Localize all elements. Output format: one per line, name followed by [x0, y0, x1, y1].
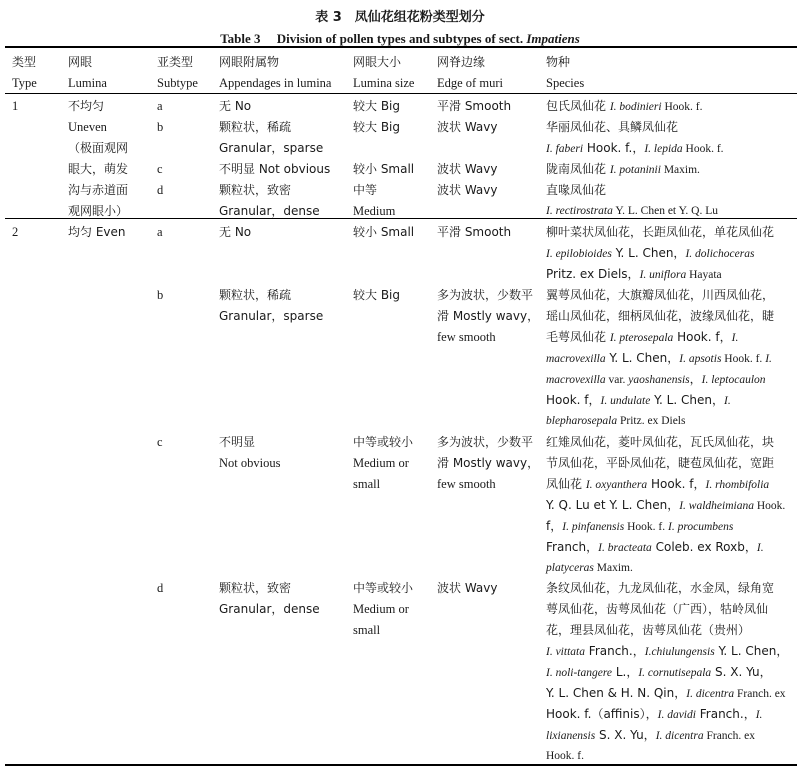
species-text: 翼萼凤仙花，大旗瓣凤仙花，川西凤仙花， — [546, 288, 775, 302]
species-line — [546, 578, 796, 599]
species-line — [546, 704, 796, 725]
species-line — [546, 201, 796, 222]
species-line — [546, 641, 796, 662]
appendages-cell: Granular，sparse — [219, 309, 324, 323]
species-text: Hook. f， — [673, 330, 732, 344]
lumina-size-cell: small — [353, 623, 381, 637]
subtype-label: a — [157, 99, 163, 113]
species-text: Y. Q. Lu et Y. L. Chen， — [546, 498, 680, 512]
species-latin-name: I.chiulungensis — [644, 646, 715, 658]
species-text: 包氏凤仙花 — [546, 99, 610, 113]
muri-edge-cell: 波状 Wavy — [437, 581, 498, 595]
muri-edge-cell: 波状 Wavy — [437, 162, 498, 176]
type1-lumina: （极面观网 — [68, 141, 129, 155]
species-text: Y. L. Chen & H. N. Qin， — [546, 686, 687, 700]
species-latin-name: blepharosepala — [546, 415, 618, 427]
species-latin-name: I. dolichoceras — [685, 248, 755, 260]
species-latin-name: I. cornutisepala — [638, 667, 712, 679]
subtype-label: b — [157, 288, 164, 302]
species-text: Y. L. Chen， — [605, 351, 680, 365]
species-text: Hook. f. — [661, 101, 703, 113]
species-line — [546, 138, 796, 159]
species-latin-name: I. lepida — [644, 143, 683, 155]
species-text: 红雉凤仙花，菱叶凤仙花，瓦氏凤仙花，块 — [546, 435, 775, 449]
header-species-cn: 物种 — [546, 55, 571, 69]
species-line — [546, 599, 796, 620]
header-muri-cn: 网脊边缘 — [437, 55, 486, 69]
species-latin-name: I. procumbens — [667, 521, 734, 533]
species-line — [546, 432, 796, 453]
muri-edge-cell: 平滑 Smooth — [437, 225, 512, 239]
species-text: 柳叶菜状凤仙花，长距凤仙花，单花凤仙花 — [546, 225, 775, 239]
species-line — [546, 725, 796, 746]
muri-edge-cell: few smooth — [437, 477, 496, 491]
header-size-cn: 网眼大小 — [353, 55, 402, 69]
species-text: Pritz. ex Diels — [617, 415, 686, 427]
species-latin-name: I. oxyanthera — [585, 479, 648, 491]
species-latin-name: I. leptocaulon — [701, 374, 766, 386]
species-text: Maxim. — [660, 164, 700, 176]
species-line — [546, 327, 796, 348]
species-latin-name: I. dicentra — [655, 730, 704, 742]
species-latin-name: I. — [723, 395, 731, 407]
species-text: Franch.， — [584, 644, 645, 658]
species-text: 直喙凤仙花 — [546, 183, 607, 197]
species-line — [546, 411, 796, 432]
species-latin-name: I. — [755, 709, 763, 721]
species-latin-name: I. undulate — [600, 395, 651, 407]
header-type-cn: 类型 — [12, 55, 37, 69]
species-line — [546, 746, 796, 767]
muri-edge-cell: 平滑 Smooth — [437, 99, 512, 113]
species-latin-name: I. waldheimiana — [679, 500, 754, 512]
species-line — [546, 117, 796, 138]
type1-lumina: 沟与赤道面 — [68, 183, 129, 197]
species-text: Maxim. — [593, 562, 633, 574]
lumina-size-cell: Medium — [353, 204, 396, 218]
header-species-en: Species — [546, 76, 585, 90]
species-line — [546, 683, 796, 704]
species-latin-name: I. pterosepala — [609, 332, 674, 344]
lumina-size-cell: 较小 Small — [353, 162, 415, 176]
species-text: Franch. ex — [703, 730, 756, 742]
species-latin-name: I. bracteata — [598, 542, 652, 554]
appendages-cell: 颗粒状，致密 — [219, 183, 292, 197]
species-text: Coleb. ex Roxb， — [651, 540, 757, 554]
species-text: 陇南凤仙花 — [546, 162, 610, 176]
header-type-en: Type — [12, 76, 37, 90]
species-latin-name: macrovexilla — [546, 353, 606, 365]
header-muri-en: Edge of muri — [437, 76, 503, 90]
species-line — [546, 537, 796, 558]
species-text: Franch， — [546, 540, 599, 554]
lumina-size-cell: 较大 Big — [353, 120, 400, 134]
species-latin-name: I. uniflora — [639, 269, 687, 281]
species-latin-name: lixianensis — [546, 730, 596, 742]
species-text: 瑶山凤仙花，细柄凤仙花，波缘凤仙花，睫 — [546, 309, 775, 323]
lumina-size-cell: small — [353, 477, 381, 491]
appendages-cell: Granular，dense — [219, 204, 320, 218]
species-latin-name: I. epilobioides — [546, 248, 612, 260]
subtype-label: d — [157, 183, 164, 197]
species-cell — [546, 285, 796, 432]
species-latin-name: I. bodinieri — [609, 101, 662, 113]
appendages-cell: 颗粒状，稀疏 — [219, 288, 292, 302]
header-lumina-cn: 网眼 — [68, 55, 93, 69]
species-line — [546, 96, 796, 117]
species-latin-name: I. dicentra — [686, 688, 735, 700]
table-title-en-prefix: Table 3 Division of pollen types and subtypes of sect. — [220, 31, 527, 46]
species-cell — [546, 222, 796, 285]
lumina-size-cell: 较小 Small — [353, 225, 415, 239]
header-subtype-en: Subtype — [157, 76, 198, 90]
muri-edge-cell: 多为波状，少数平 — [437, 435, 534, 449]
muri-edge-cell: 滑 Mostly wavy， — [437, 456, 540, 470]
species-latin-name: macrovexilla — [546, 374, 606, 386]
species-line — [546, 222, 796, 243]
species-latin-name: I. — [756, 542, 764, 554]
species-text: Hook. f. — [624, 521, 668, 533]
species-latin-name: I. pinfanensis — [562, 521, 625, 533]
species-text: Hook. f.， — [583, 141, 645, 155]
type1-lumina: 眼大，萌发 — [68, 162, 129, 176]
lumina-size-cell: Medium or — [353, 456, 409, 470]
species-cell — [546, 117, 796, 159]
species-line — [546, 474, 796, 495]
type2-lumina: 均匀 Even — [68, 225, 126, 239]
appendages-cell: 不明显 Not obvious — [219, 162, 331, 176]
top-rule — [5, 46, 797, 48]
appendages-cell: Not obvious — [219, 456, 281, 470]
muri-edge-cell: 波状 Wavy — [437, 120, 498, 134]
species-text: Hook. f. — [546, 750, 585, 762]
lumina-size-cell: 中等或较小 — [353, 581, 414, 595]
species-text: Y. L. Chen et Y. Q. Lu — [612, 205, 718, 217]
species-line — [546, 243, 796, 264]
species-text: 萼凤仙花，齿萼凤仙花（广西），牯岭凤仙 — [546, 602, 769, 616]
species-latin-name: I. apsotis — [679, 353, 722, 365]
species-text: 毛萼凤仙花 — [546, 330, 610, 344]
species-latin-name: I. davidi — [657, 709, 696, 721]
species-line — [546, 620, 796, 641]
muri-edge-cell: 波状 Wavy — [437, 183, 498, 197]
subtype-label: a — [157, 225, 163, 239]
species-latin-name: I. potaninii — [609, 164, 661, 176]
species-text: Hook. — [753, 500, 786, 512]
appendages-cell: 颗粒状，致密 — [219, 581, 292, 595]
species-cell — [546, 96, 796, 117]
species-text: Franch.， — [695, 707, 756, 721]
species-text: Y. L. Chen， — [714, 644, 789, 658]
species-line — [546, 495, 796, 516]
species-text: Hook. f.（affinis）， — [546, 707, 658, 721]
species-latin-name: I. vittata — [546, 646, 585, 658]
subtype-label: c — [157, 435, 163, 449]
type1-lumina: 观网眼小） — [68, 204, 129, 218]
species-latin-name: I. — [765, 353, 772, 365]
species-line — [546, 180, 796, 201]
table-title-cn: 表 3 凤仙花组花粉类型划分 — [315, 10, 485, 25]
type2-type-number: 2 — [12, 225, 19, 239]
species-text: L.， — [612, 665, 639, 679]
species-text: var. — [605, 374, 629, 386]
lumina-size-cell: 中等或较小 — [353, 435, 414, 449]
subtype-label: c — [157, 162, 163, 176]
muri-edge-cell: 滑 Mostly wavy， — [437, 309, 540, 323]
lumina-size-cell: 较大 Big — [353, 99, 400, 113]
header-appendages-cn: 网眼附属物 — [219, 55, 280, 69]
species-text: Y. L. Chen， — [611, 246, 686, 260]
species-text: 华丽凤仙花、具鳞凤仙花 — [546, 120, 679, 134]
species-text: 条纹凤仙花，九龙凤仙花，水金凤，绿角宽 — [546, 581, 775, 595]
species-text: Hook. f. — [682, 143, 724, 155]
species-text: 花，理县凤仙花，齿萼凤仙花（贵州） — [546, 623, 751, 637]
muri-edge-cell: few smooth — [437, 330, 496, 344]
lumina-size-cell: 较大 Big — [353, 288, 400, 302]
species-text: 凤仙花 — [546, 477, 586, 491]
species-text: Pritz. ex Diels， — [546, 267, 640, 281]
species-line — [546, 264, 796, 285]
table-title-genus: Impatiens — [526, 31, 580, 46]
subtype-label: b — [157, 120, 164, 134]
appendages-cell: 无 No — [219, 225, 252, 239]
species-cell — [546, 159, 796, 180]
appendages-cell: 颗粒状，稀疏 — [219, 120, 292, 134]
species-line — [546, 453, 796, 474]
species-line — [546, 285, 796, 306]
species-line — [546, 348, 796, 369]
header-subtype-cn: 亚类型 — [157, 55, 194, 69]
table-title-en — [0, 28, 800, 47]
species-text: S. X. Yu， — [595, 728, 656, 742]
species-text: Hayata — [686, 269, 722, 281]
species-latin-name: I. — [731, 332, 739, 344]
species-latin-name: I. faberi — [546, 143, 584, 155]
appendages-cell: Granular，dense — [219, 602, 320, 616]
type1-lumina: Uneven — [68, 120, 107, 134]
subtype-label: d — [157, 581, 164, 595]
species-text: f， — [546, 519, 563, 533]
species-line — [546, 369, 796, 390]
appendages-cell: 无 No — [219, 99, 252, 113]
species-text: Franch. ex — [734, 688, 786, 700]
species-latin-name: I. noli-tangere — [546, 667, 613, 679]
appendages-cell: Granular，sparse — [219, 141, 324, 155]
species-text: Hook. f. — [721, 353, 766, 365]
species-cell — [546, 432, 796, 579]
species-text: 节凤仙花，平卧凤仙花，睫苞凤仙花，宽距 — [546, 456, 775, 470]
lumina-size-cell: 中等 — [353, 183, 378, 197]
species-line — [546, 662, 796, 683]
header-lumina-en: Lumina — [68, 76, 107, 90]
species-cell — [546, 180, 796, 222]
type1-type-number: 1 — [12, 99, 19, 113]
species-text: ， — [689, 372, 702, 386]
type1-lumina: 不均匀 — [68, 99, 105, 113]
muri-edge-cell: 多为波状，少数平 — [437, 288, 534, 302]
species-cell — [546, 578, 796, 767]
species-text: S. X. Yu， — [711, 665, 772, 679]
species-line — [546, 516, 796, 537]
appendages-cell: 不明显 — [219, 435, 256, 449]
header-appendages-en: Appendages in lumina — [219, 76, 332, 90]
species-latin-name: I. rectirostrata — [546, 205, 613, 217]
species-line — [546, 558, 796, 579]
species-latin-name: yaoshanensis — [628, 374, 690, 386]
species-text: Y. L. Chen， — [650, 393, 724, 407]
species-text: Hook. f， — [647, 477, 706, 491]
species-line — [546, 306, 796, 327]
species-line — [546, 159, 796, 180]
header-size-en: Lumina size — [353, 76, 415, 90]
lumina-size-cell: Medium or — [353, 602, 409, 616]
species-line — [546, 390, 796, 411]
species-latin-name: I. rhombifolia — [705, 479, 770, 491]
species-latin-name: platyceras — [546, 562, 594, 574]
species-text: Hook. f， — [546, 393, 601, 407]
